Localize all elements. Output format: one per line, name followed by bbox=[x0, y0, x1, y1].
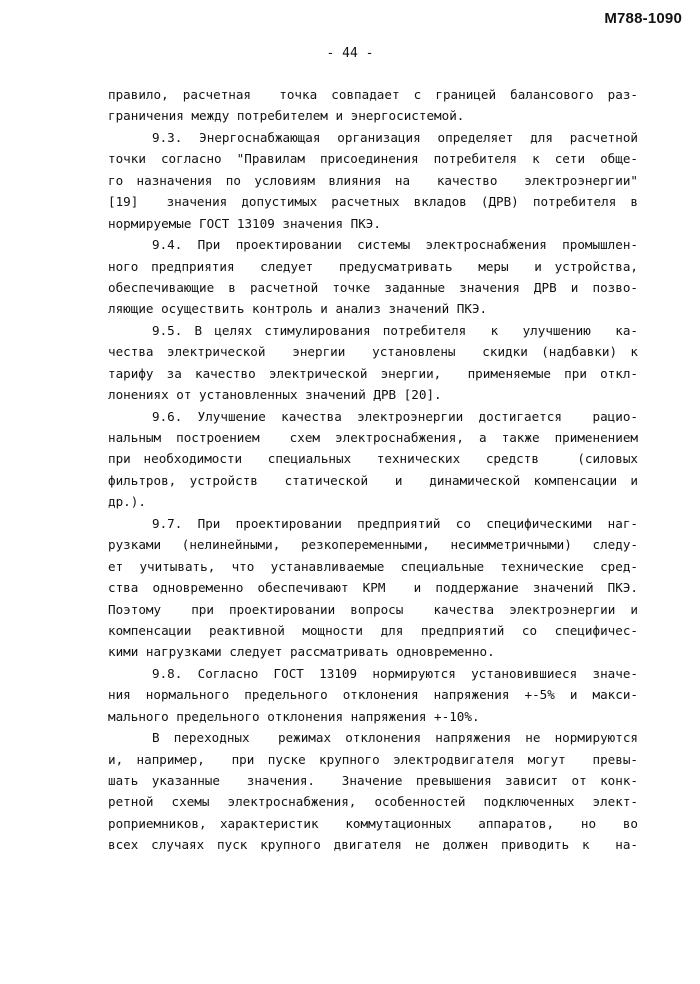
text-line: 9.8. Согласно ГОСТ 13109 нормируются установившиеся значе- bbox=[152, 665, 638, 681]
text-line: ства одновременно обеспечивают КРМ и поддержание значений ПКЭ. bbox=[108, 580, 638, 596]
text-line: мального предельного отклонения напряжения +-10%. bbox=[108, 708, 480, 724]
text-line: ляющие осуществить контроль и анализ значений ПКЭ. bbox=[108, 301, 488, 317]
text-line: правило, расчетная точка совпадает с границей балансового раз- bbox=[108, 87, 638, 102]
page-number: - 44 - bbox=[326, 46, 374, 61]
text-line: всех случаях пуск крупного двигателя не должен приводить к на- bbox=[108, 837, 638, 853]
text-line: др.). bbox=[108, 494, 146, 510]
text-line: роприемников, характеристик коммутационных аппаратов, но во bbox=[108, 815, 638, 831]
text-line: и, например, при пуске крупного электродвигателя могут превы- bbox=[108, 751, 638, 767]
text-line: го назначения по условиям влияния на качество электроэнергии" bbox=[108, 172, 638, 188]
text-line: В переходных режимах отклонения напряжения не нормируются bbox=[152, 730, 638, 746]
text-line: 9.4. При проектировании системы электроснабжения промышлен- bbox=[152, 237, 638, 253]
text-line: ного предприятия следует предусматривать меры и устройства, bbox=[108, 258, 638, 274]
text-line: [19] значения допустимых расчетных вкладов (ДРВ) потребителя в bbox=[108, 194, 638, 210]
text-line: Поэтому при проектировании вопросы качества электроэнергии и bbox=[108, 601, 638, 617]
text-line: чества электрической энергии установлены скидки (надбавки) к bbox=[108, 344, 638, 360]
text-line: граничения между потребителем и энергосистемой. bbox=[108, 108, 465, 124]
document-body bbox=[108, 84, 638, 856]
text-line: ния нормального предельного отклонения напряжения +-5% и макси- bbox=[108, 687, 638, 703]
text-line: при необходимости специальных технических средств (силовых bbox=[108, 451, 638, 467]
text-line: кими нагрузками следует рассматривать одновременно. bbox=[108, 644, 495, 660]
text-line: 9.3. Энергоснабжающая организация определяет для расчетной bbox=[152, 129, 638, 145]
text-line: лонениях от установленных значений ДРВ [20]. bbox=[108, 387, 442, 403]
text-line: рузками (нелинейными, резкопеременными, несимметричными) следу- bbox=[108, 537, 638, 553]
text-line: обеспечивающие в расчетной точке заданные значения ДРВ и позво- bbox=[108, 279, 638, 295]
text-line: нальным построением схем электроснабжения, а также применением bbox=[108, 430, 638, 445]
text-line: 9.5. В целях стимулирования потребителя к улучшению ка- bbox=[152, 322, 638, 338]
text-line: точки согласно "Правилам присоединения потребителя к сети обще- bbox=[108, 151, 638, 167]
text-line: компенсации реактивной мощности для предприятий со специфичес- bbox=[108, 622, 638, 638]
text-line: нормируемые ГОСТ 13109 значения ПКЭ. bbox=[108, 215, 381, 231]
text-line: фильтров, устройств статической и динамической компенсации и bbox=[108, 472, 638, 488]
text-line: шать указанные значения. Значение превышения зависит от конк- bbox=[108, 773, 638, 788]
text-line: тарифу за качество электрической энергии, применяемые при откл- bbox=[108, 365, 638, 381]
document-id: M788-1090 bbox=[604, 10, 682, 27]
text-line: 9.7. При проектировании предприятий со специфическими наг- bbox=[152, 515, 638, 531]
text-line: ретной схемы электроснабжения, особенностей подключенных элект- bbox=[108, 794, 638, 810]
text-line: 9.6. Улучшение качества электроэнергии достигается рацио- bbox=[152, 408, 638, 424]
text-line: ет учитывать, что устанавливаемые специальные технические сред- bbox=[108, 558, 638, 574]
